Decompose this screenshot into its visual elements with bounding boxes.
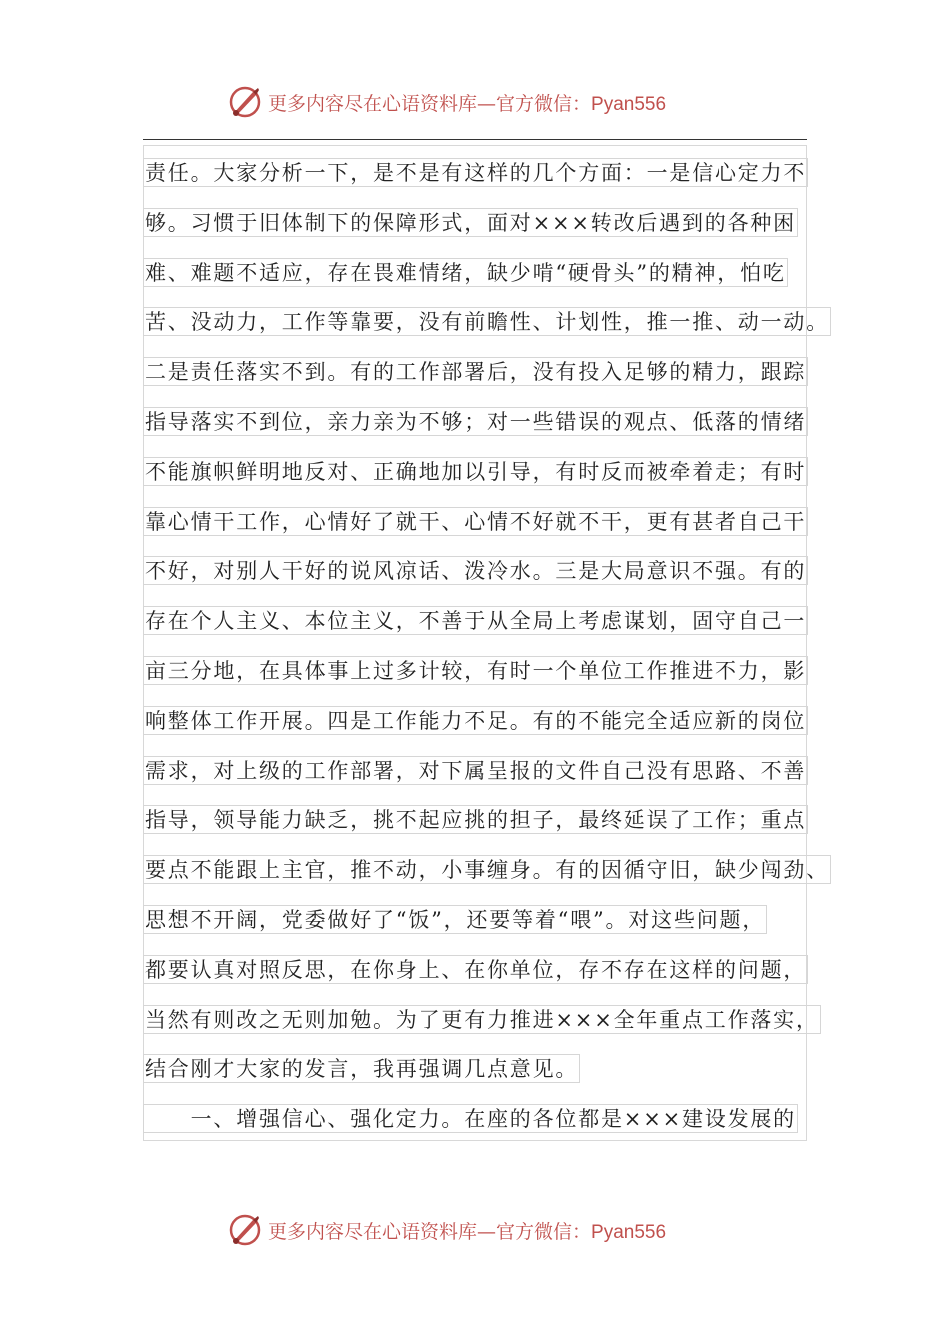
text-line: 指导，领导能力缺乏，挑不起应挑的担子，最终延误了工作；重点: [145, 806, 806, 834]
text-line: 二是责任落实不到。有的工作部署后，没有投入足够的精力，跟踪: [145, 358, 806, 386]
text-line: 责任。大家分析一下，是不是有这样的几个方面：一是信心定力不: [145, 159, 806, 187]
text-line: 亩三分地，在具体事上过多计较，有时一个单位工作推进不力，影: [145, 657, 806, 685]
text-frame: [143, 145, 807, 1141]
header-banner-text: 更多内容尽在心语资料库—官方微信：Pyan556: [268, 92, 667, 115]
text-line: 需求，对上级的工作部署，对下属呈报的文件自己没有思路、不善: [145, 757, 806, 785]
text-line: 响整体工作开展。四是工作能力不足。有的不能完全适应新的岗位: [145, 707, 806, 735]
text-line: 难、难题不适应，存在畏难情绪，缺少啃“硬骨头”的精神，怕吃: [145, 259, 786, 287]
header-banner: [226, 82, 726, 122]
header-rule: [143, 139, 807, 140]
text-line: 存在个人主义、本位主义，不善于从全局上考虑谋划，固守自己一: [145, 607, 806, 635]
text-line: 一、增强信心、强化定力。在座的各位都是×××建设发展的: [145, 1105, 796, 1133]
footer-banner-text: 更多内容尽在心语资料库—官方微信：Pyan556: [268, 1220, 667, 1243]
text-line: 结合刚才大家的发言，我再强调几点意见。: [145, 1055, 578, 1083]
text-line: 靠心情干工作，心情好了就干、心情不好就不干，更有甚者自己干: [145, 508, 806, 536]
text-line: 指导落实不到位，亲力亲为不够；对一些错误的观点、低落的情绪: [145, 408, 806, 436]
text-line: 不好，对别人干好的说风凉话、泼冷水。三是大局意识不强。有的: [145, 557, 806, 585]
text-line: 要点不能跟上主官，推不动，小事缠身。有的因循守旧，缺少闯劲、: [145, 856, 829, 884]
text-line: 都要认真对照反思，在你身上、在你单位，存不存在这样的问题，: [145, 956, 806, 984]
text-line: 思想不开阔，党委做好了“饭”，还要等着“喂”。对这些问题，: [145, 906, 765, 934]
quill-logo-icon: [226, 1211, 264, 1249]
footer-banner: [226, 1210, 726, 1250]
quill-logo-icon: [226, 83, 264, 121]
text-line: 够。习惯于旧体制下的保障形式，面对×××转改后遇到的各种困: [145, 209, 796, 237]
text-line: 不能旗帜鲜明地反对、正确地加以引导，有时反而被牵着走；有时: [145, 458, 806, 486]
text-line: 苦、没动力，工作等靠要，没有前瞻性、计划性，推一推、动一动。: [145, 308, 829, 336]
text-line: 当然有则改之无则加勉。为了更有力推进×××全年重点工作落实，: [145, 1006, 819, 1034]
